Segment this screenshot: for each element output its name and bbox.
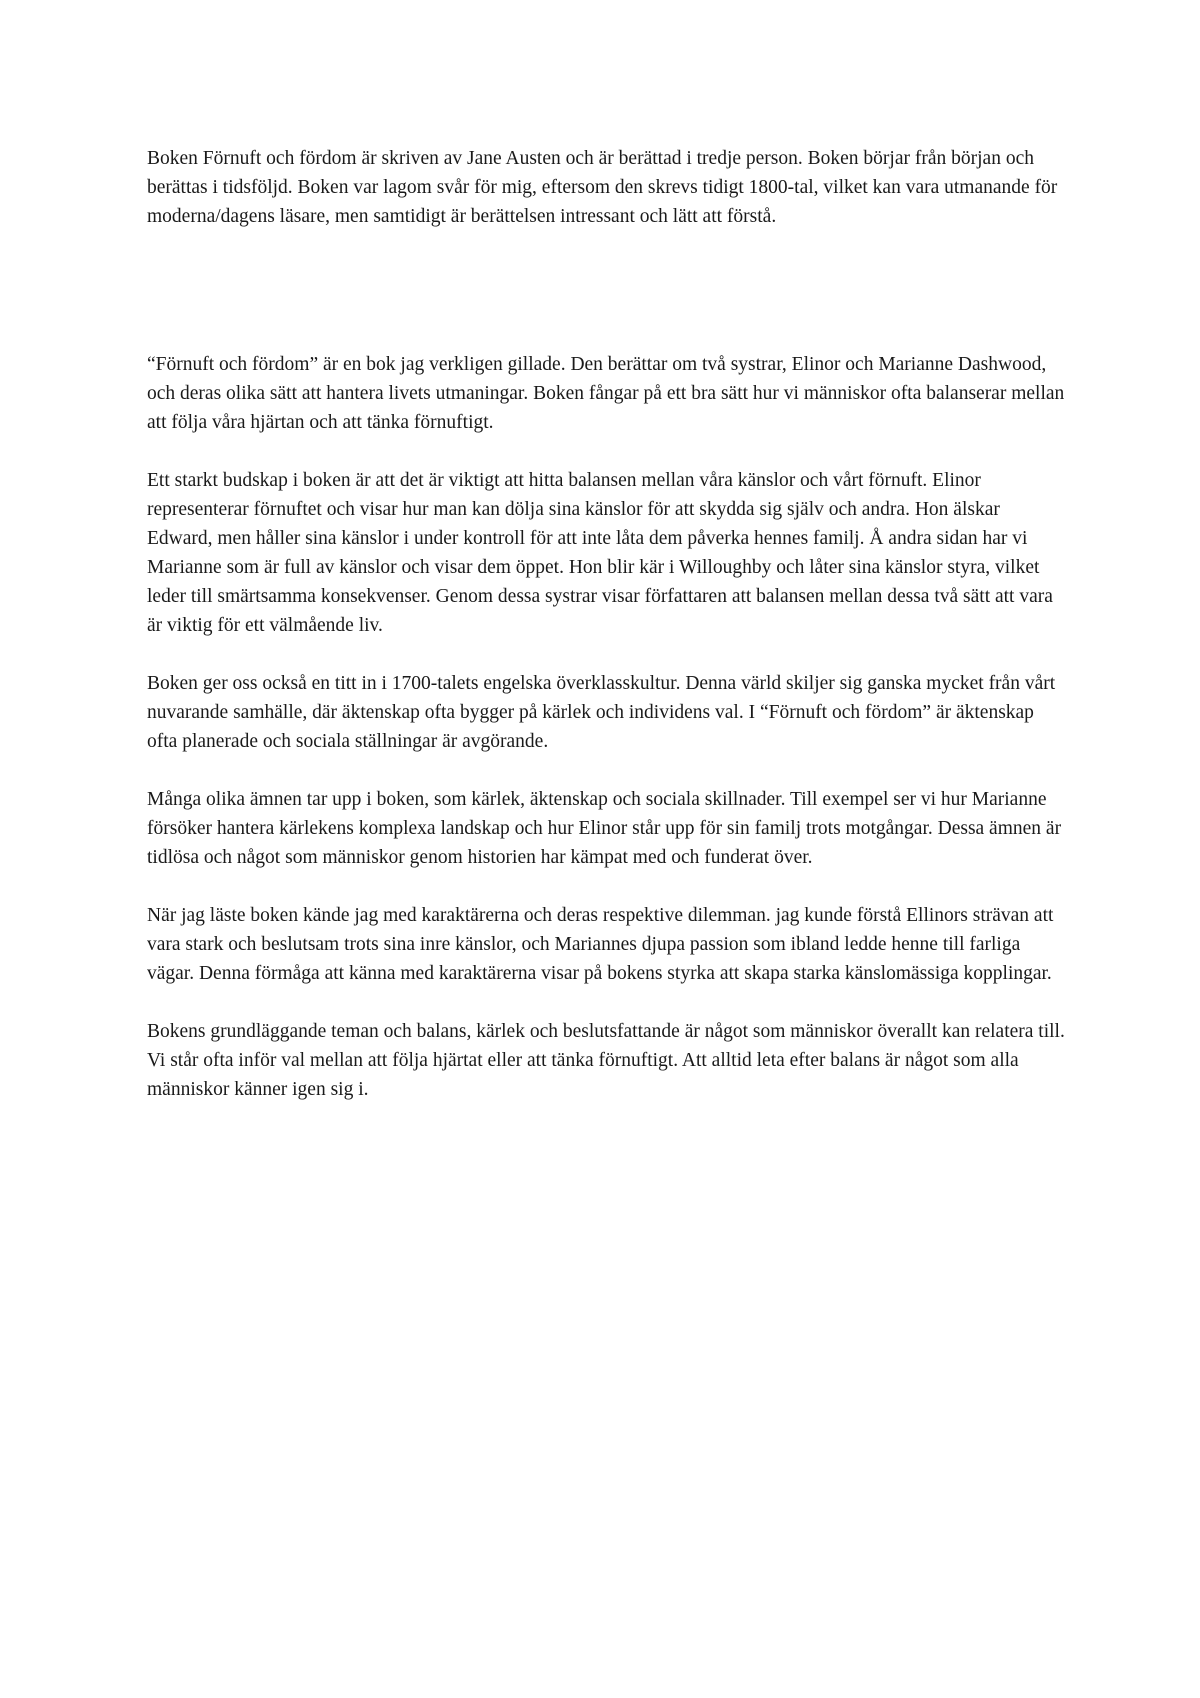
intro-paragraph: Boken Förnuft och fördom är skriven av Jane Austen och är berättad i tredje person. Boken börjar från början och berättas i tidsföljd. Boken var lagom svår för mig, eftersom den skrevs tidigt 1800-tal, vilket kan vara utmanande för moderna/dagens läsare, men samtidigt är berättelsen intressant och lätt att förstå. xyxy=(147,148,1058,227)
review-paragraph-3: Boken ger oss också en titt in i 1700-talets engelska överklasskultur. Denna värld skiljer sig ganska mycket från vårt nuvarande samhälle, där äktenskap ofta bygger på kärlek och individens val. I “Förnuft och fördom” är äktenskap ofta planerade och sociala ställningar är avgörande. xyxy=(147,673,1056,752)
review-paragraph-2: Ett starkt budskap i boken är att det är viktigt att hitta balansen mellan våra känslor och vårt förnuft. Elinor representerar förnuftet och visar hur man kan dölja sina känslor för att skydda sig själv och andra. Hon älskar Edward, men håller sina känslor i under kontroll för att inte låta dem påverka hennes familj. Å andra sidan har vi Marianne som är full av känslor och visar dem öppet. Hon blir kär i Willoughby och låter sina känslor styra, vilket leder till smärtsamma konsekvenser. Genom dessa systrar visar författaren att balansen mellan dessa två sätt att vara är viktig för ett välmående liv. xyxy=(147,470,1053,636)
review-paragraph-4: Många olika ämnen tar upp i boken, som kärlek, äktenskap och sociala skillnader. Till exempel ser vi hur Marianne försöker hantera kärlekens komplexa landskap och hur Elinor står upp för sin familj trots motgångar. Dessa ämnen är tidlösa och något som människor genom historien har kämpat med och funderat över. xyxy=(147,789,1062,868)
intro-section xyxy=(147,144,1067,231)
review-paragraph-5: När jag läste boken kände jag med karaktärerna och deras respektive dilemman. jag kunde förstå Ellinors strävan att vara stark och beslutsam trots sina inre känslor, och Mariannes djupa passion som ibland ledde henne till farliga vägar. Denna förmåga att känna med karaktärerna visar på bokens styrka att skapa starka känslomässiga kopplingar. xyxy=(147,905,1054,984)
review-section xyxy=(147,350,1067,1104)
review-paragraph-6: Bokens grundläggande teman och balans, kärlek och beslutsfattande är något som människor överallt kan relatera till. Vi står ofta inför val mellan att följa hjärtat eller att tänka förnuftigt. Att alltid leta efter balans är något som alla människor känner igen sig i. xyxy=(147,1021,1065,1100)
review-paragraph-1: “Förnuft och fördom” är en bok jag verkligen gillade. Den berättar om två systrar, Elinor och Marianne Dashwood, och deras olika sätt att hantera livets utmaningar. Boken fångar på ett bra sätt hur vi människor ofta balanserar mellan att följa våra hjärtan och att tänka förnuftigt. xyxy=(147,354,1065,433)
